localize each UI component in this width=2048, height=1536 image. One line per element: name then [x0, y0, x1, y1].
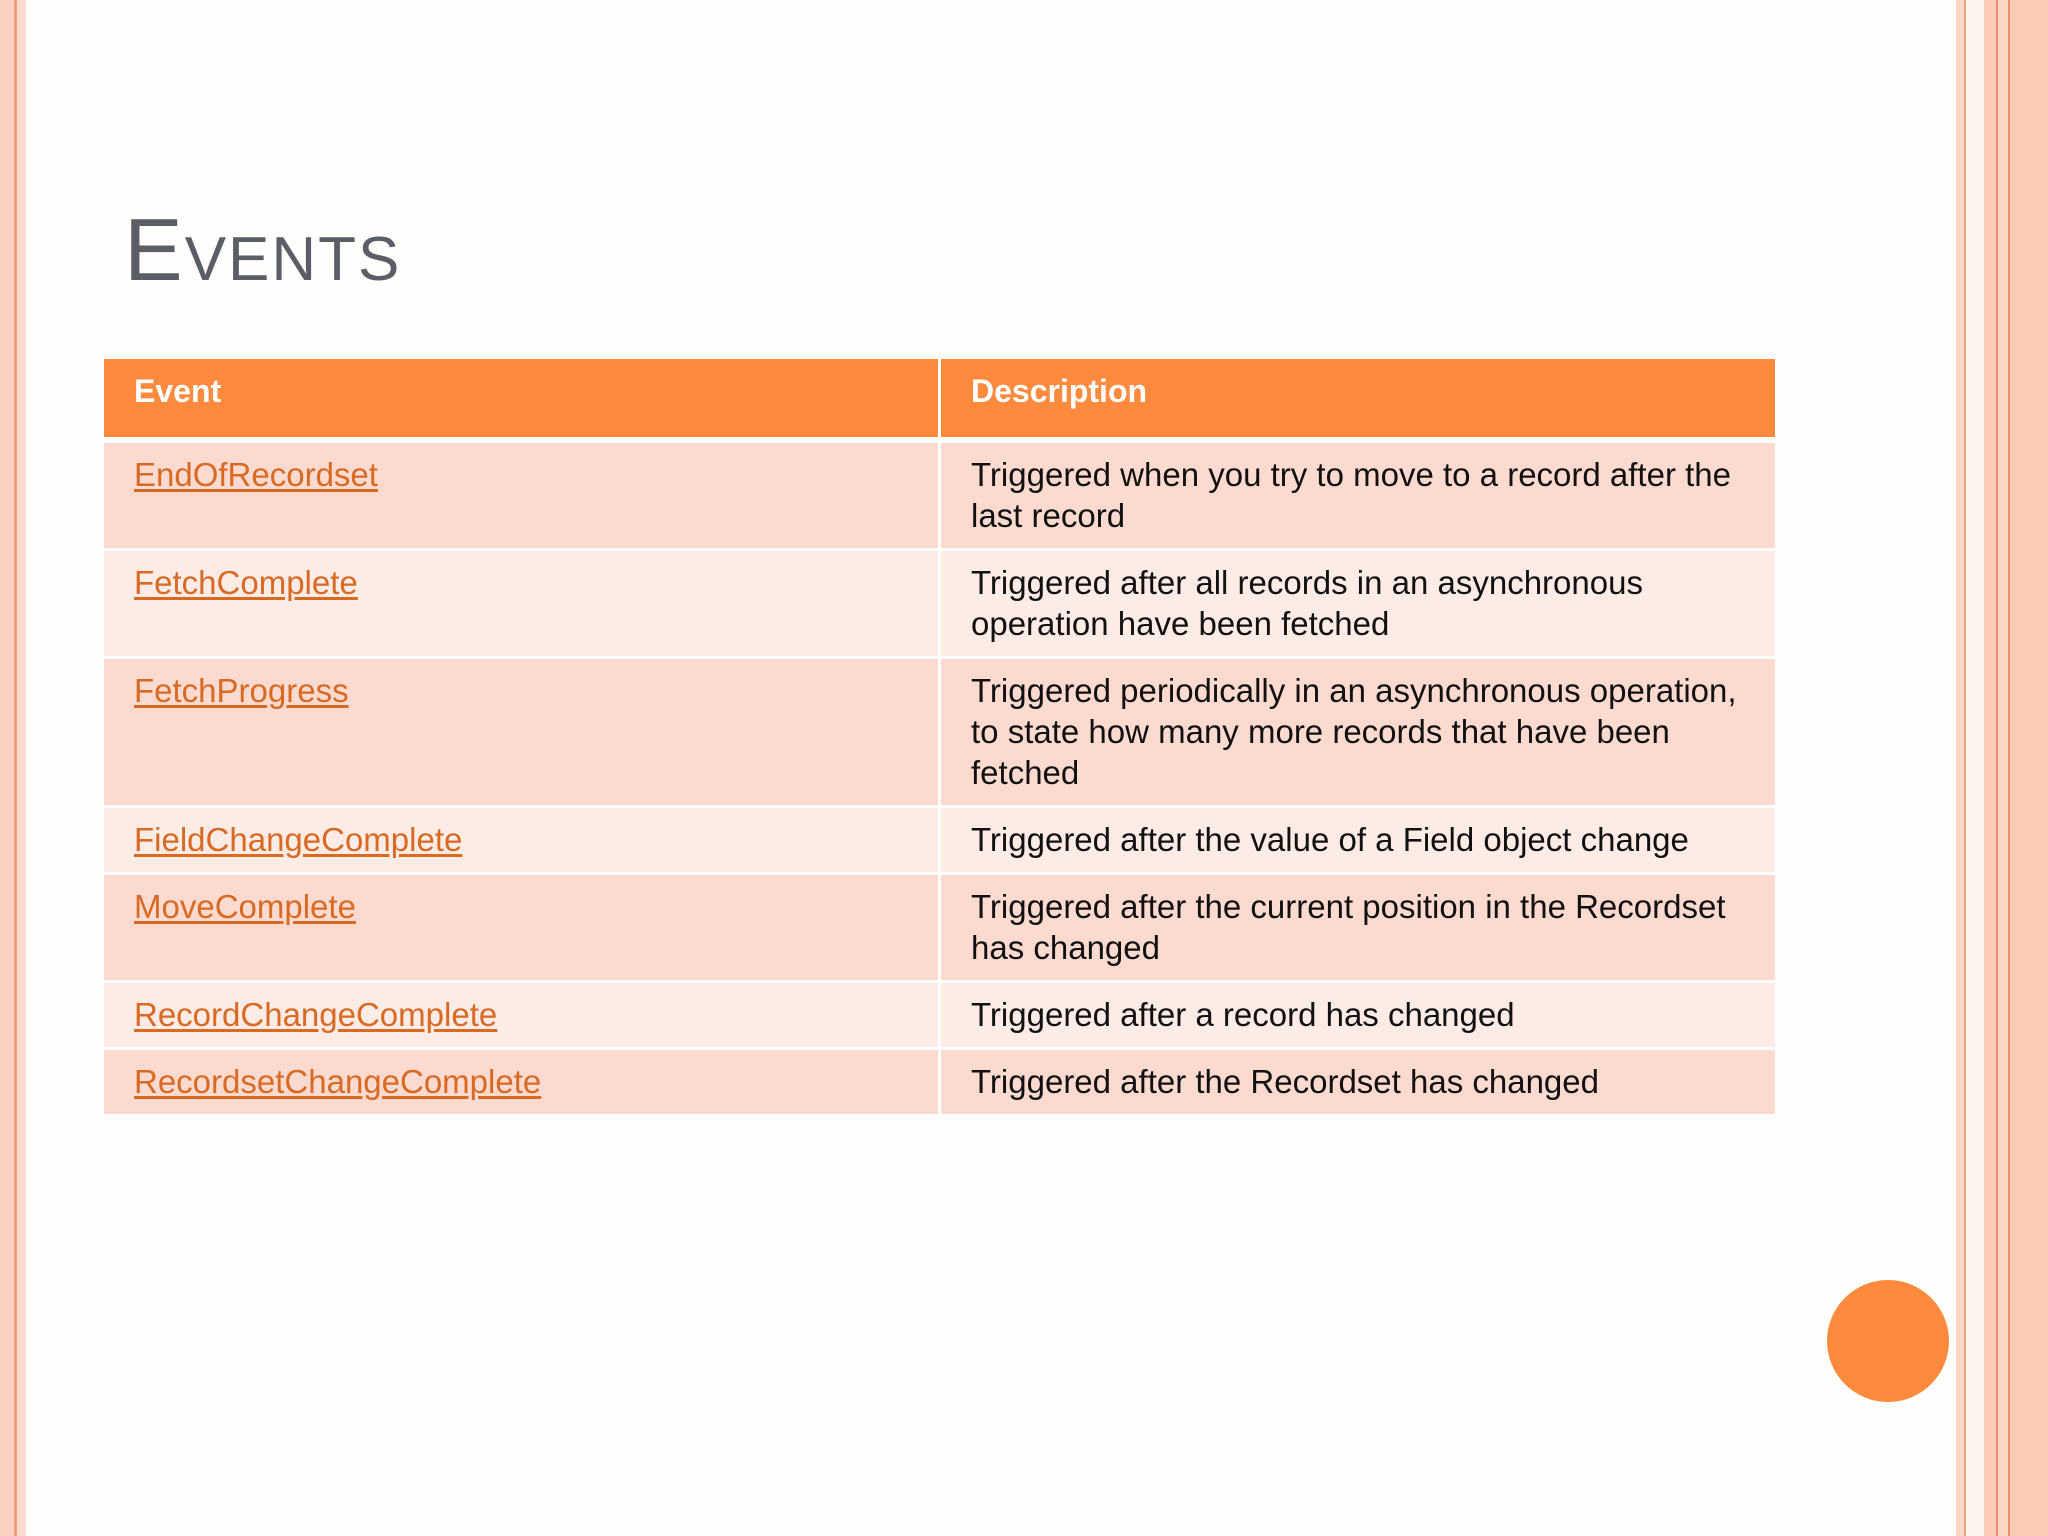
events-table — [104, 359, 1775, 1117]
description-cell: Triggered after all records in an asynchronous operation have been fetched — [938, 551, 1775, 659]
description-cell: Triggered after the value of a Field object change — [938, 808, 1775, 875]
description-cell: Triggered after the Recordset has changed — [938, 1050, 1775, 1117]
table-row — [104, 659, 1775, 808]
event-cell — [104, 808, 938, 875]
event-link[interactable]: FieldChangeComplete — [134, 821, 463, 858]
event-link[interactable]: FetchProgress — [134, 672, 349, 709]
description-cell: Triggered after a record has changed — [938, 983, 1775, 1050]
event-cell — [104, 551, 938, 659]
decorative-circle — [1827, 1280, 1949, 1402]
event-cell — [104, 983, 938, 1050]
right-border-stripe — [1998, 0, 2008, 1536]
right-border-stripe — [2010, 0, 2048, 1536]
column-header-description: Description — [938, 359, 1775, 443]
event-cell — [104, 659, 938, 808]
table-row — [104, 551, 1775, 659]
left-border-stripe — [0, 0, 14, 1536]
event-cell — [104, 443, 938, 551]
table-row — [104, 983, 1775, 1050]
event-cell — [104, 875, 938, 983]
event-link[interactable]: RecordsetChangeComplete — [134, 1063, 542, 1100]
table-row — [104, 1050, 1775, 1117]
event-link[interactable]: MoveComplete — [134, 888, 356, 925]
column-header-event: Event — [104, 359, 938, 443]
table-header-row — [104, 359, 1775, 443]
right-border-stripe — [1956, 0, 1964, 1536]
left-border-stripe — [17, 0, 26, 1536]
event-cell — [104, 1050, 938, 1117]
table-row — [104, 443, 1775, 551]
right-border-stripe — [1966, 0, 1984, 1536]
table-row — [104, 808, 1775, 875]
event-link[interactable]: EndOfRecordset — [134, 456, 378, 493]
description-cell: Triggered periodically in an asynchronous operation, to state how many more records that have been fetched — [938, 659, 1775, 808]
slide-title: Events — [124, 200, 402, 299]
description-cell: Triggered after the current position in the Recordset has changed — [938, 875, 1775, 983]
description-cell: Triggered when you try to move to a record after the last record — [938, 443, 1775, 551]
right-border-stripe — [1984, 0, 1996, 1536]
event-link[interactable]: FetchComplete — [134, 564, 358, 601]
event-link[interactable]: RecordChangeComplete — [134, 996, 498, 1033]
table-row — [104, 875, 1775, 983]
